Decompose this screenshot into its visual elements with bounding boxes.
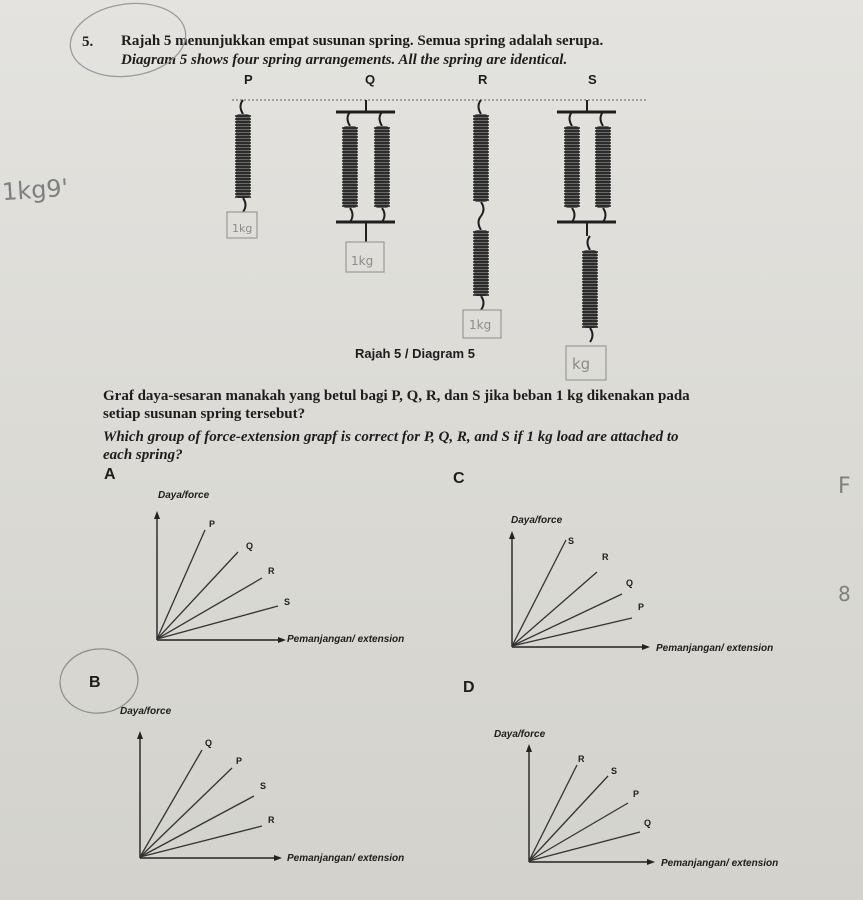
option-d-line-q bbox=[529, 832, 640, 861]
option-c-label-4: P bbox=[638, 602, 645, 612]
option-b-label-3: S bbox=[260, 781, 267, 791]
option-d-line-s bbox=[529, 776, 608, 861]
option-c-y-label: Daya/force bbox=[511, 515, 563, 526]
diagram-label-q: Q bbox=[365, 72, 376, 87]
option-b-label-2: P bbox=[236, 756, 243, 766]
option-d-label-4: Q bbox=[644, 818, 652, 828]
option-a-label-3: R bbox=[268, 566, 275, 576]
option-d-y-label: Daya/force bbox=[494, 729, 546, 740]
option-a-label-1: P bbox=[209, 519, 216, 529]
load-label-r: 1kg bbox=[469, 318, 492, 332]
question-number: 5. bbox=[82, 34, 94, 50]
handwritten-margin-note: 1kg9' bbox=[1, 173, 70, 207]
handwritten-f: F bbox=[838, 474, 851, 499]
option-b-label-4: R bbox=[268, 815, 275, 825]
option-c-label-1: S bbox=[568, 536, 575, 546]
option-c-letter[interactable]: C bbox=[453, 470, 465, 487]
option-a-label-2: Q bbox=[246, 541, 254, 551]
diagram-label-s: S bbox=[588, 72, 597, 87]
option-d-label-3: P bbox=[633, 789, 640, 799]
option-a-x-label: Pemanjangan/ extension bbox=[287, 634, 405, 645]
option-c-label-3: Q bbox=[626, 578, 634, 588]
load-label-s: kg bbox=[572, 355, 591, 373]
option-b-letter[interactable]: B bbox=[89, 674, 101, 691]
option-d-x-label: Pemanjangan/ extension bbox=[661, 858, 779, 869]
option-d-label-1: R bbox=[578, 754, 585, 764]
diagram-label-p: P bbox=[244, 72, 253, 87]
option-a-label-4: S bbox=[284, 597, 291, 607]
diagram-label-r: R bbox=[478, 72, 488, 87]
option-b-y-label: Daya/force bbox=[120, 706, 172, 717]
question-english-line-2b: each spring? bbox=[103, 447, 183, 463]
question-malay-line-1: Rajah 5 menunjukkan empat susunan spring. Semua spring adalah serupa. bbox=[121, 33, 604, 49]
question-english-line-2a: Which group of force-extension grapf is correct for P, Q, R, and S if 1 kg load are attached to bbox=[103, 429, 679, 445]
question-malay-line-2b: setiap susunan spring tersebut? bbox=[103, 406, 306, 422]
option-b-x-label: Pemanjangan/ extension bbox=[287, 853, 405, 864]
load-label-p: 1kg bbox=[232, 222, 253, 235]
load-label-q: 1kg bbox=[351, 254, 374, 268]
option-c-x-label: Pemanjangan/ extension bbox=[656, 643, 774, 654]
option-b-label-1: Q bbox=[205, 738, 213, 748]
option-a-y-label: Daya/force bbox=[158, 490, 210, 501]
question-english-line-1: Diagram 5 shows four spring arrangements. All the spring are identical. bbox=[121, 52, 568, 68]
handwritten-8: 8 bbox=[838, 582, 851, 606]
option-d-letter[interactable]: D bbox=[463, 679, 475, 696]
option-d-label-2: S bbox=[611, 766, 618, 776]
question-malay-line-2a: Graf daya-sesaran manakah yang betul bagi P, Q, R, dan S jika beban 1 kg dikenakan pada bbox=[103, 388, 690, 404]
option-a-letter[interactable]: A bbox=[104, 466, 116, 483]
diagram-caption: Rajah 5 / Diagram 5 bbox=[355, 346, 475, 361]
option-c-label-2: R bbox=[602, 552, 609, 562]
